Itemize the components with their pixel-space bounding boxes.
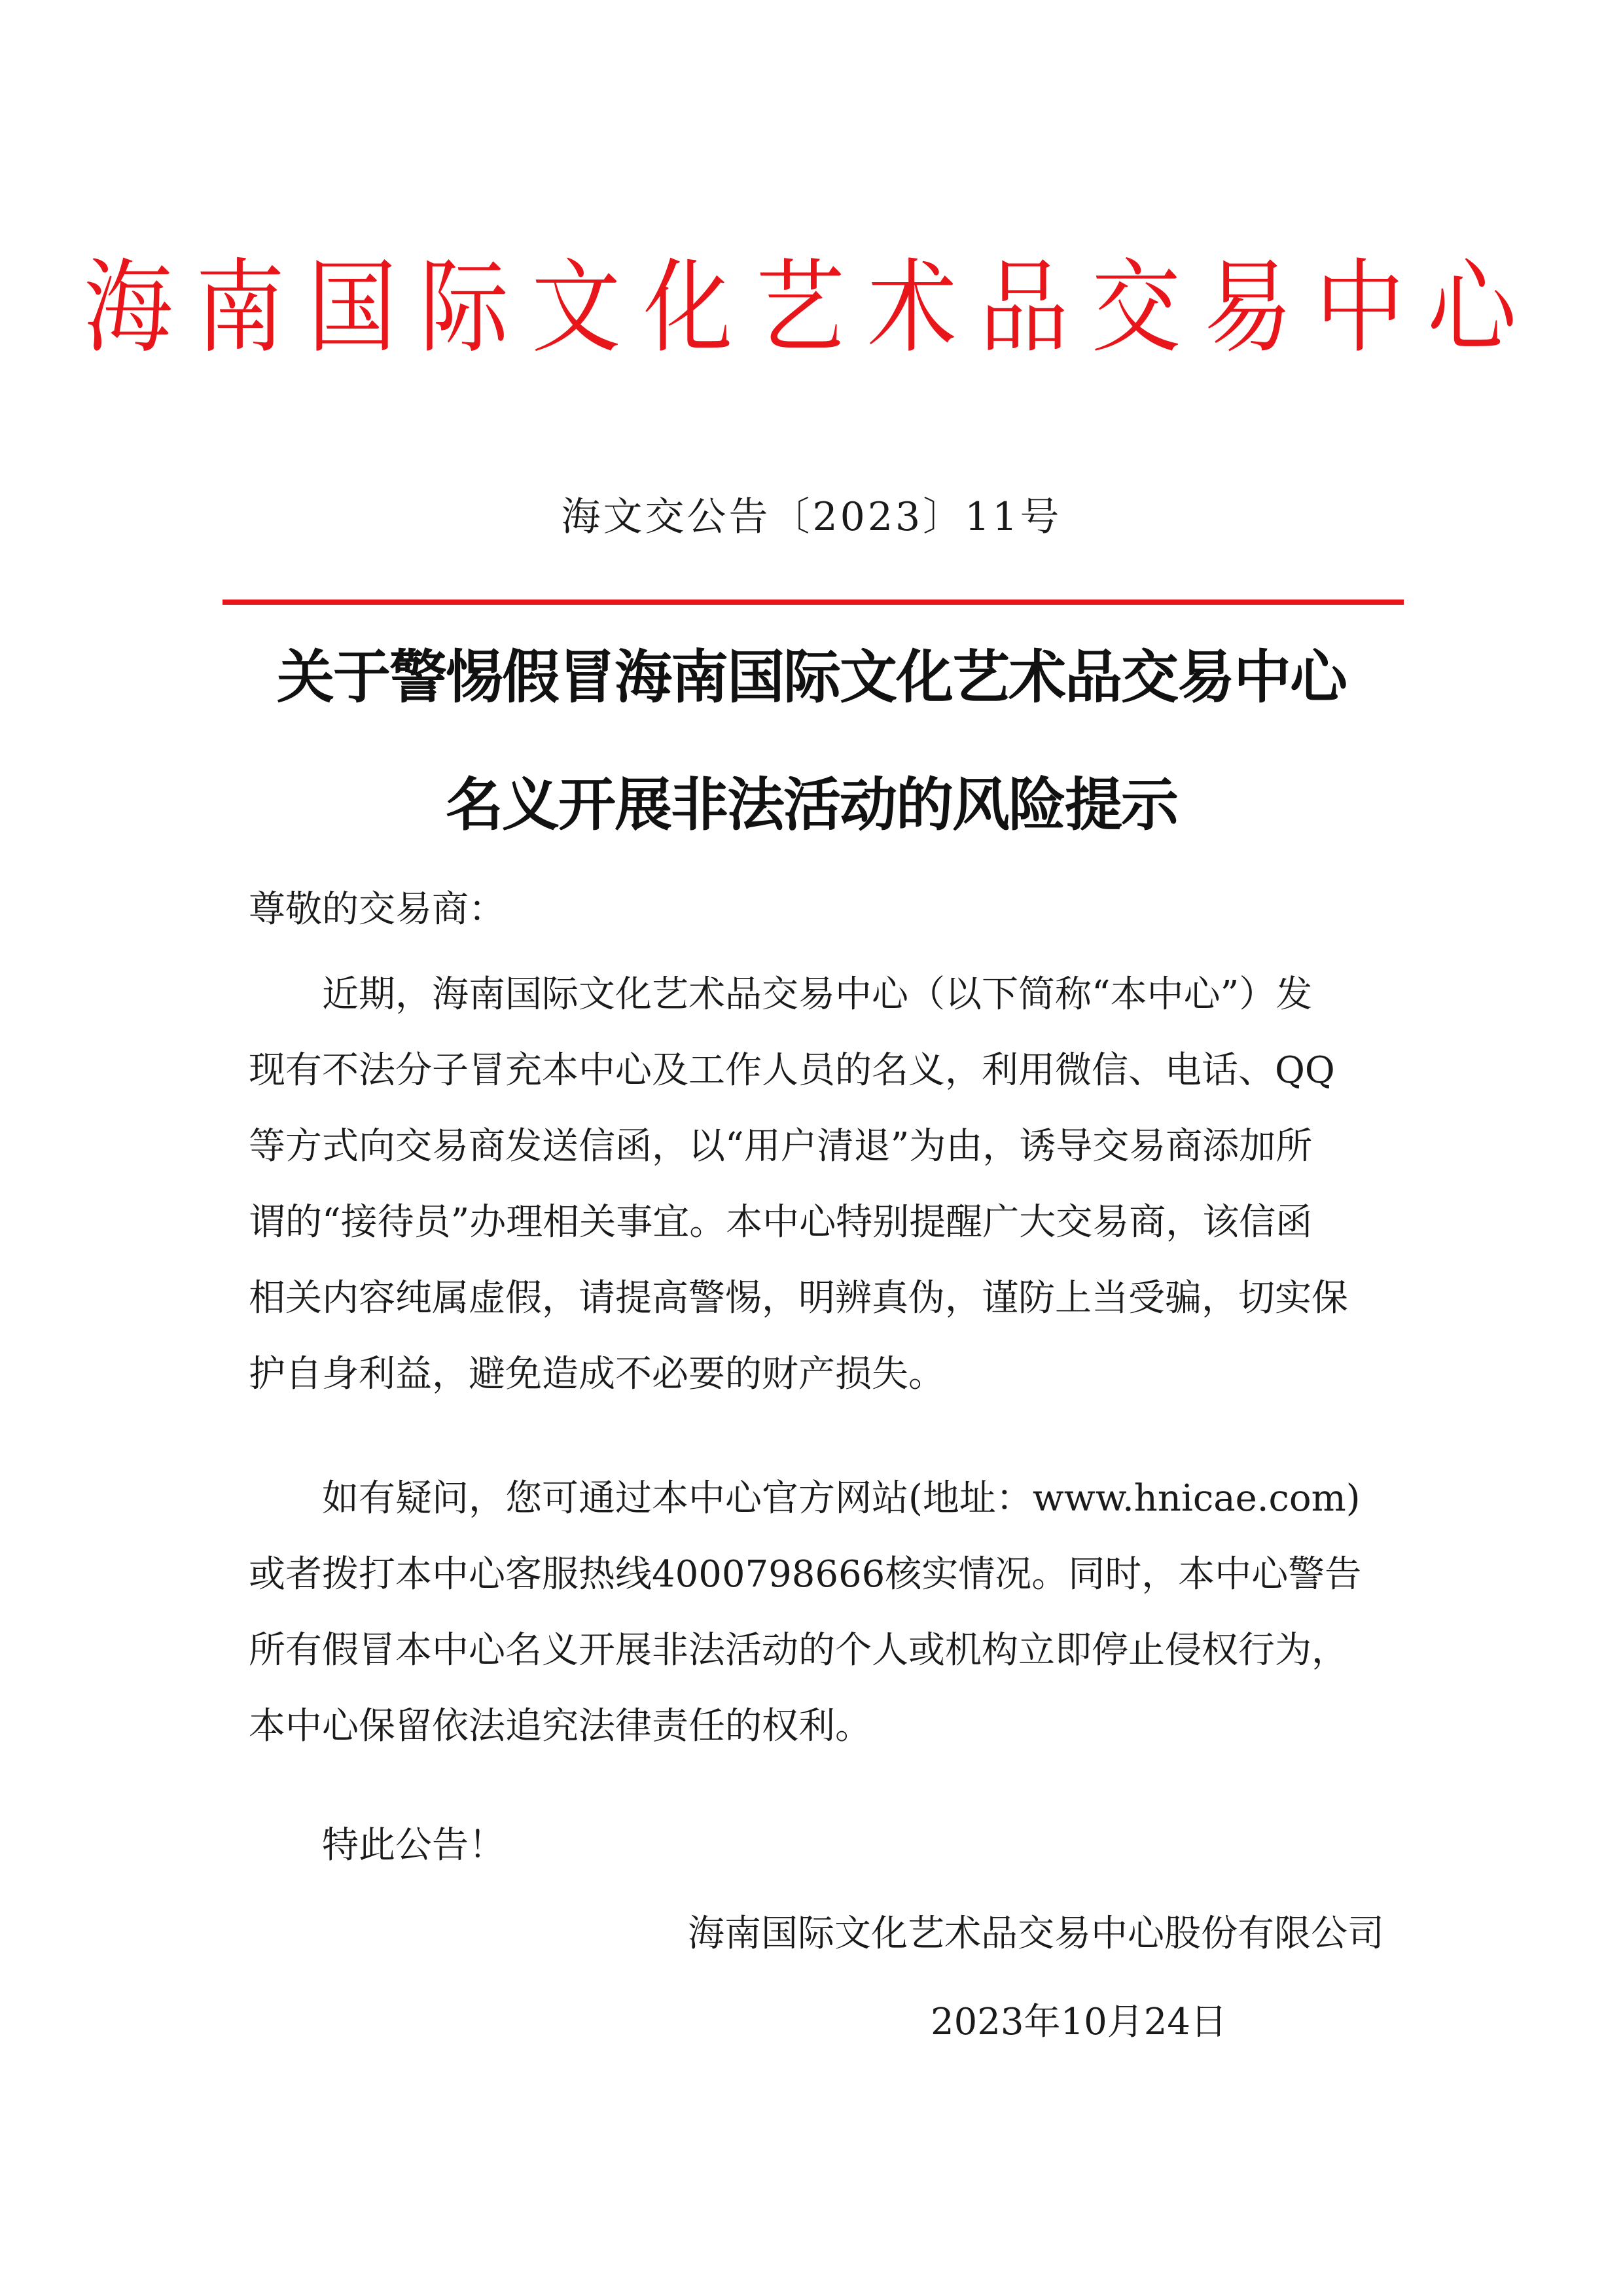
paragraph-line: 等方式向交易商发送信函，以“用户清退”为由，诱导交易商添加所 [249, 1125, 1313, 1168]
notice-title-line-2: 名义开展非法活动的风险提示 [445, 771, 1177, 838]
closing-remark: 特此公告！ [322, 1824, 505, 1867]
paragraph-line: 或者拨打本中心客服热线4000798666核实情况。同时，本中心警告 [249, 1553, 1362, 1596]
masthead-title: 海南国际文化艺术品交易中心 [83, 248, 1540, 367]
paragraph-line: 护自身利益，避免造成不必要的财产损失。 [249, 1353, 945, 1395]
issue-date: 2023年10月24日 [930, 2001, 1227, 2043]
paragraph-line: 谓的“接待员”办理相关事宜。本中心特别提醒广大交易商，该信函 [249, 1201, 1313, 1244]
notice-title-line-1: 关于警惕假冒海南国际文化艺术品交易中心 [276, 643, 1346, 711]
issuer-signature: 海南国际文化艺术品交易中心股份有限公司 [688, 1912, 1384, 1955]
red-divider [223, 600, 1404, 605]
paragraph-line: 所有假冒本中心名义开展非法活动的个人或机构立即停止侵权行为， [249, 1629, 1348, 1672]
paragraph-line: 如有疑问，您可通过本中心官方网站(地址：www.hnicae.com) [322, 1477, 1361, 1520]
salutation: 尊敬的交易商： [249, 888, 505, 931]
paragraph-line: 本中心保留依法追究法律责任的权利。 [249, 1705, 872, 1748]
paragraph-line: 近期，海南国际文化艺术品交易中心（以下简称“本中心”）发 [322, 973, 1313, 1016]
paragraph-line: 相关内容纯属虚假，请提高警惕，明辨真伪，谨防上当受骗，切实保 [249, 1277, 1348, 1319]
body-paragraph-2 [249, 1473, 1387, 1776]
body-paragraph-1 [249, 969, 1387, 1424]
document-number: 海文交公告〔2023〕11号 [561, 494, 1062, 540]
paragraph-line: 现有不法分子冒充本中心及工作人员的名义，利用微信、电话、QQ [249, 1049, 1335, 1092]
